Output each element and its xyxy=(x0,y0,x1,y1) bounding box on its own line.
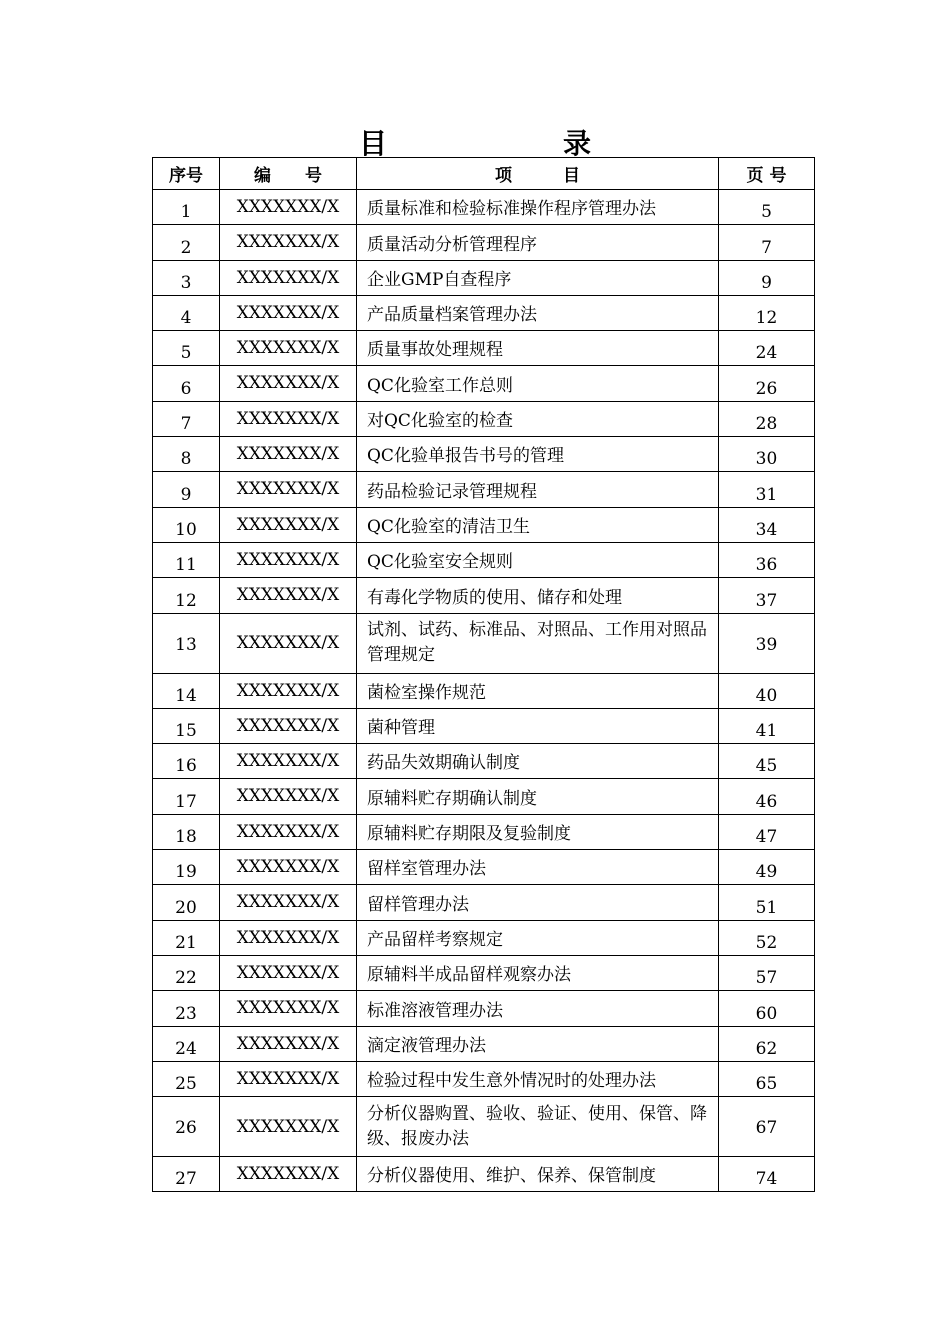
code-cell: XXXXXXX/X xyxy=(220,1026,357,1061)
seq-cell: 14 xyxy=(153,673,220,708)
table-row xyxy=(153,260,815,295)
item-cell[interactable]: 滴定液管理办法 xyxy=(357,1026,719,1061)
page-number: 12 xyxy=(719,295,815,330)
page-number: 36 xyxy=(719,542,815,577)
code-cell: XXXXXXX/X xyxy=(220,401,357,436)
code-cell: XXXXXXX/X xyxy=(220,542,357,577)
item-cell[interactable]: 分析仪器使用、维护、保养、保管制度 xyxy=(357,1157,719,1192)
item-cell[interactable]: 留样管理办法 xyxy=(357,885,719,920)
item-cell[interactable]: 试剂、试药、标准品、对照品、工作用对照品管理规定 xyxy=(357,613,719,673)
table-row xyxy=(153,578,815,613)
seq-cell: 12 xyxy=(153,578,220,613)
item-cell[interactable]: 菌检室操作规范 xyxy=(357,673,719,708)
page-number: 49 xyxy=(719,850,815,885)
page-number: 28 xyxy=(719,401,815,436)
page-number: 39 xyxy=(719,613,815,673)
seq-cell: 23 xyxy=(153,991,220,1026)
seq-cell: 1 xyxy=(153,190,220,225)
code-cell: XXXXXXX/X xyxy=(220,578,357,613)
table-row xyxy=(153,331,815,366)
item-cell[interactable]: 原辅料半成品留样观察办法 xyxy=(357,955,719,990)
seq-cell: 15 xyxy=(153,708,220,743)
seq-cell: 5 xyxy=(153,331,220,366)
page-number: 31 xyxy=(719,472,815,507)
table-row xyxy=(153,955,815,990)
page-number: 47 xyxy=(719,814,815,849)
page-number: 51 xyxy=(719,885,815,920)
item-cell[interactable]: 标准溶液管理办法 xyxy=(357,991,719,1026)
seq-cell: 27 xyxy=(153,1157,220,1192)
table-row xyxy=(153,920,815,955)
item-cell[interactable]: 留样室管理办法 xyxy=(357,850,719,885)
table-row xyxy=(153,472,815,507)
seq-cell: 21 xyxy=(153,920,220,955)
item-cell[interactable]: 药品检验记录管理规程 xyxy=(357,472,719,507)
page-number: 52 xyxy=(719,920,815,955)
page-number: 65 xyxy=(719,1061,815,1096)
code-cell: XXXXXXX/X xyxy=(220,920,357,955)
page-number: 41 xyxy=(719,708,815,743)
seq-cell: 20 xyxy=(153,885,220,920)
item-cell[interactable]: 原辅料贮存期限及复验制度 xyxy=(357,814,719,849)
item-cell[interactable]: QC化验单报告书号的管理 xyxy=(357,437,719,472)
page-number: 24 xyxy=(719,331,815,366)
code-cell: XXXXXXX/X xyxy=(220,673,357,708)
header-item: 项 目 xyxy=(357,158,719,190)
item-cell[interactable]: 药品失效期确认制度 xyxy=(357,744,719,779)
table-row xyxy=(153,850,815,885)
code-cell: XXXXXXX/X xyxy=(220,225,357,260)
table-row xyxy=(153,366,815,401)
header-seq: 序号 xyxy=(153,158,220,190)
code-cell: XXXXXXX/X xyxy=(220,613,357,673)
item-cell[interactable]: 菌种管理 xyxy=(357,708,719,743)
item-cell[interactable]: 质量标准和检验标准操作程序管理办法 xyxy=(357,190,719,225)
table-row xyxy=(153,673,815,708)
code-cell: XXXXXXX/X xyxy=(220,507,357,542)
seq-cell: 11 xyxy=(153,542,220,577)
table-row xyxy=(153,1026,815,1061)
header-page: 页 号 xyxy=(719,158,815,190)
item-cell[interactable]: 有毒化学物质的使用、储存和处理 xyxy=(357,578,719,613)
table-row xyxy=(153,1061,815,1096)
toc-body xyxy=(153,190,815,1192)
seq-cell: 2 xyxy=(153,225,220,260)
item-cell[interactable]: 产品质量档案管理办法 xyxy=(357,295,719,330)
page-number: 26 xyxy=(719,366,815,401)
seq-cell: 7 xyxy=(153,401,220,436)
code-cell: XXXXXXX/X xyxy=(220,955,357,990)
table-row xyxy=(153,991,815,1026)
page-number: 7 xyxy=(719,225,815,260)
page-title: 目 录 xyxy=(358,127,665,160)
item-cell[interactable]: QC化验室安全规则 xyxy=(357,542,719,577)
code-cell: XXXXXXX/X xyxy=(220,437,357,472)
page-number: 60 xyxy=(719,991,815,1026)
page-number: 62 xyxy=(719,1026,815,1061)
item-cell[interactable]: 检验过程中发生意外情况时的处理办法 xyxy=(357,1061,719,1096)
seq-cell: 22 xyxy=(153,955,220,990)
header-row xyxy=(153,158,815,190)
page-number: 9 xyxy=(719,260,815,295)
item-cell[interactable]: 企业GMP自查程序 xyxy=(357,260,719,295)
code-cell: XXXXXXX/X xyxy=(220,779,357,814)
code-cell: XXXXXXX/X xyxy=(220,331,357,366)
table-row xyxy=(153,814,815,849)
page-number: 40 xyxy=(719,673,815,708)
item-cell[interactable]: 产品留样考察规定 xyxy=(357,920,719,955)
table-row xyxy=(153,190,815,225)
code-cell: XXXXXXX/X xyxy=(220,1157,357,1192)
code-cell: XXXXXXX/X xyxy=(220,1061,357,1096)
seq-cell: 17 xyxy=(153,779,220,814)
code-cell: XXXXXXX/X xyxy=(220,1097,357,1157)
item-cell[interactable]: QC化验室的清洁卫生 xyxy=(357,507,719,542)
table-row xyxy=(153,1097,815,1157)
seq-cell: 10 xyxy=(153,507,220,542)
code-cell: XXXXXXX/X xyxy=(220,472,357,507)
item-cell[interactable]: 原辅料贮存期确认制度 xyxy=(357,779,719,814)
seq-cell: 24 xyxy=(153,1026,220,1061)
table-row xyxy=(153,885,815,920)
page-number: 5 xyxy=(719,190,815,225)
code-cell: XXXXXXX/X xyxy=(220,260,357,295)
page-number: 30 xyxy=(719,437,815,472)
header-code: 编 号 xyxy=(220,158,357,190)
table-row xyxy=(153,295,815,330)
page-number: 57 xyxy=(719,955,815,990)
seq-cell: 26 xyxy=(153,1097,220,1157)
table-of-contents xyxy=(152,157,815,1192)
table-row xyxy=(153,225,815,260)
code-cell: XXXXXXX/X xyxy=(220,744,357,779)
code-cell: XXXXXXX/X xyxy=(220,850,357,885)
table-row xyxy=(153,1157,815,1192)
page-number: 34 xyxy=(719,507,815,542)
table-row xyxy=(153,779,815,814)
page-number: 46 xyxy=(719,779,815,814)
item-cell[interactable]: 质量事故处理规程 xyxy=(357,331,719,366)
page-number: 45 xyxy=(719,744,815,779)
item-cell[interactable]: 分析仪器购置、验收、验证、使用、保管、降级、报废办法 xyxy=(357,1097,719,1157)
page-number: 67 xyxy=(719,1097,815,1157)
code-cell: XXXXXXX/X xyxy=(220,295,357,330)
seq-cell: 16 xyxy=(153,744,220,779)
seq-cell: 8 xyxy=(153,437,220,472)
table-row xyxy=(153,401,815,436)
seq-cell: 13 xyxy=(153,613,220,673)
seq-cell: 18 xyxy=(153,814,220,849)
page-number: 37 xyxy=(719,578,815,613)
seq-cell: 6 xyxy=(153,366,220,401)
table-row xyxy=(153,437,815,472)
code-cell: XXXXXXX/X xyxy=(220,814,357,849)
table-row xyxy=(153,507,815,542)
item-cell[interactable]: QC化验室工作总则 xyxy=(357,366,719,401)
table-row xyxy=(153,542,815,577)
code-cell: XXXXXXX/X xyxy=(220,708,357,743)
seq-cell: 9 xyxy=(153,472,220,507)
seq-cell: 25 xyxy=(153,1061,220,1096)
table-row xyxy=(153,613,815,673)
code-cell: XXXXXXX/X xyxy=(220,885,357,920)
code-cell: XXXXXXX/X xyxy=(220,366,357,401)
code-cell: XXXXXXX/X xyxy=(220,991,357,1026)
seq-cell: 4 xyxy=(153,295,220,330)
page-number: 74 xyxy=(719,1157,815,1192)
table-row xyxy=(153,708,815,743)
item-cell[interactable]: 对QC化验室的检查 xyxy=(357,401,719,436)
item-cell[interactable]: 质量活动分析管理程序 xyxy=(357,225,719,260)
seq-cell: 19 xyxy=(153,850,220,885)
code-cell: XXXXXXX/X xyxy=(220,190,357,225)
seq-cell: 3 xyxy=(153,260,220,295)
table-row xyxy=(153,744,815,779)
